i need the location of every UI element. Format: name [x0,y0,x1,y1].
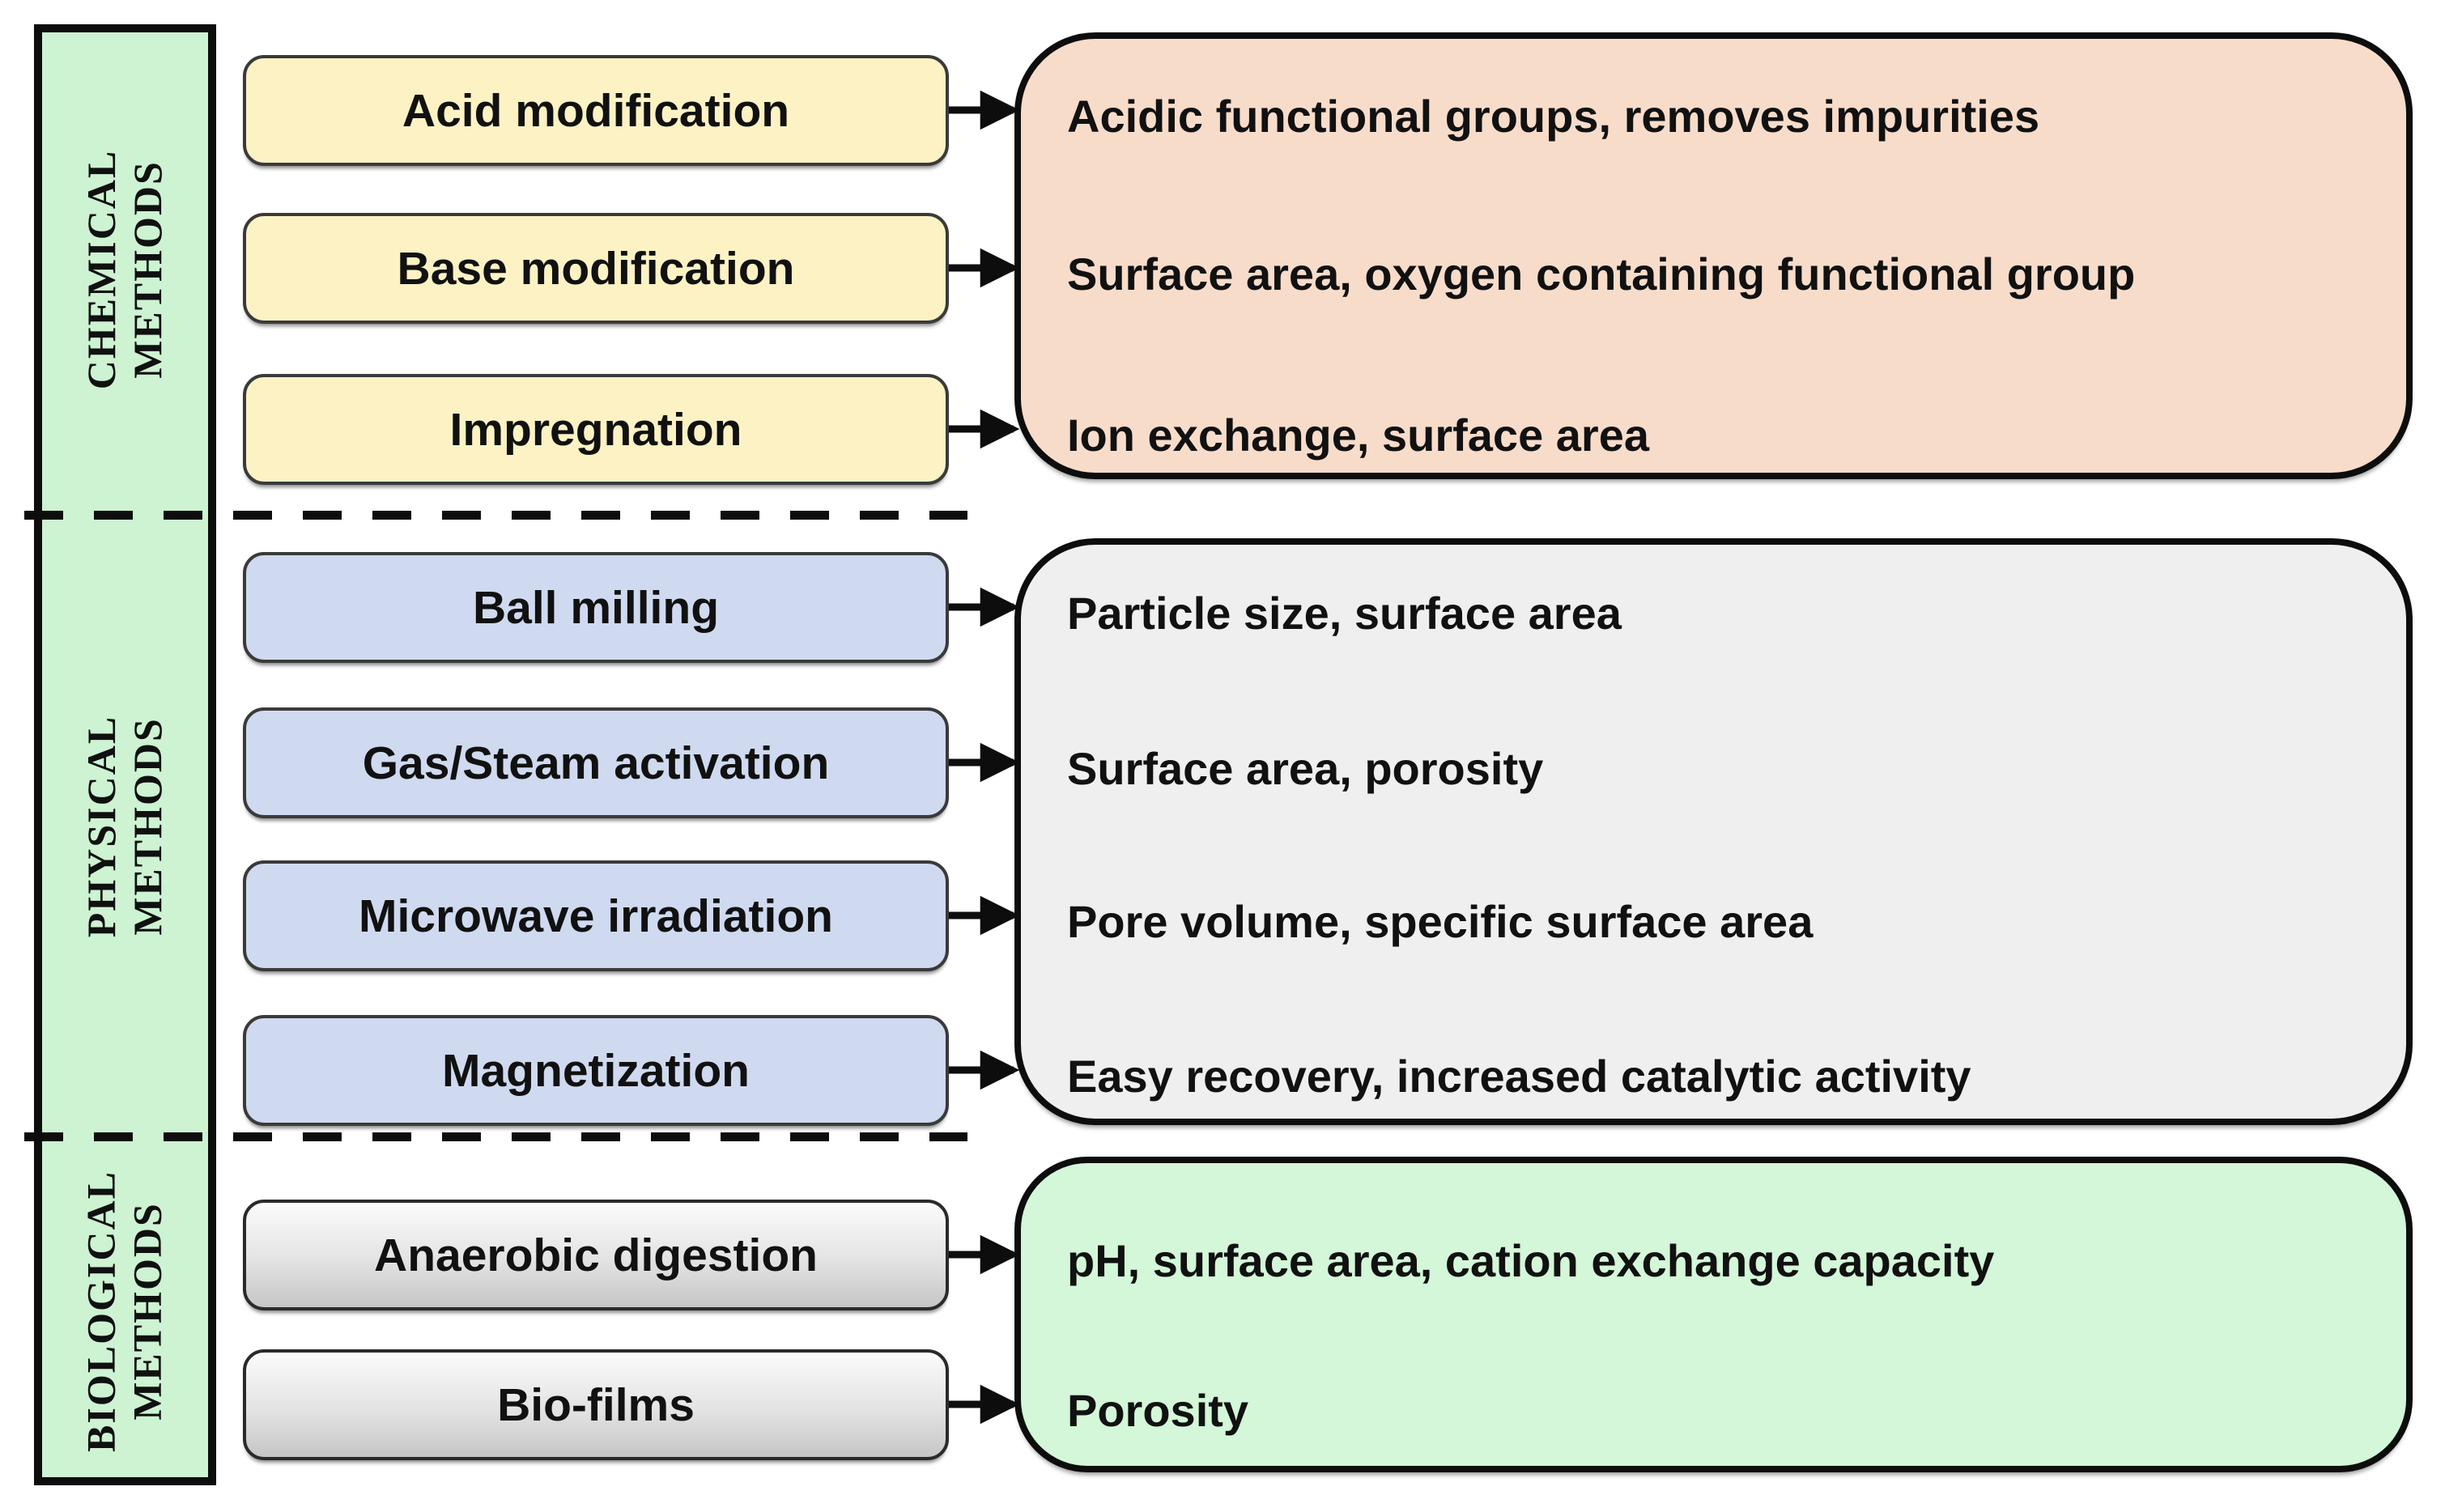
method-label: Bio-films [497,1378,695,1431]
effect-text: Ion exchange, surface area [1067,410,1650,461]
effect-text: Pore volume, specific surface area [1067,896,1814,947]
effect-text: Surface area, porosity [1067,743,1544,794]
method-label: Magnetization [442,1044,750,1097]
effect-text: Porosity [1067,1385,1249,1436]
section-label-line: METHODS [125,717,170,936]
method-label: Acid modification [402,84,790,137]
method-label: Microwave irradiation [358,890,833,942]
method-label: Gas/Steam activation [362,737,830,789]
effect-text: Easy recovery, increased catalytic activity [1067,1051,1971,1102]
method-label: Impregnation [449,403,742,456]
section-label-line: CHEMICAL [79,149,124,390]
section-label-line: PHYSICAL [79,715,124,938]
method-label: Ball milling [472,581,720,634]
effect-text: Acidic functional groups, removes impurities [1067,91,2040,142]
section-label-line: BIOLOGICAL [78,1170,124,1452]
section-label-line: METHODS [124,1202,170,1421]
effect-text: Particle size, surface area [1067,588,1622,639]
effect-text: Surface area, oxygen containing functional group [1067,248,2136,299]
method-label: Anaerobic digestion [374,1229,818,1281]
section-label-line: METHODS [125,160,170,379]
method-label: Base modification [397,242,795,295]
effect-text: pH, surface area, cation exchange capacity [1067,1235,1995,1286]
